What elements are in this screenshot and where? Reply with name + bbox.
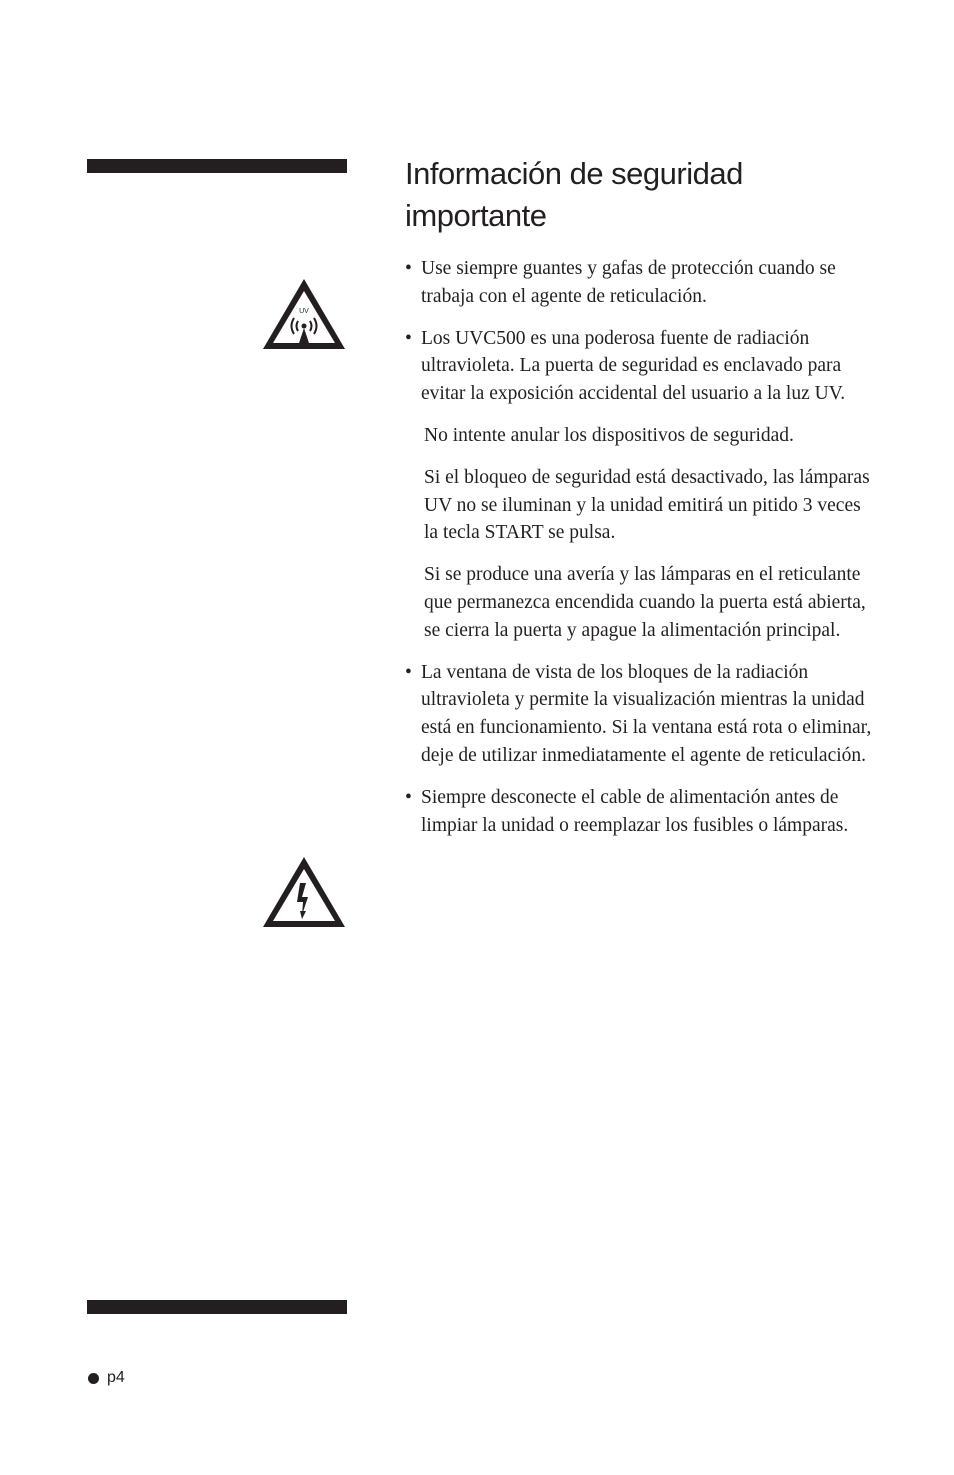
safety-item-disconnect: • Siempre desconecte el cable de alimentación antes de limpiar la unidad o reemplazar los fusibles o lámparas.: [405, 784, 875, 840]
safety-text: [405, 255, 875, 853]
page-number: p4: [107, 1369, 125, 1386]
footer-bullet-icon: [88, 1373, 99, 1384]
safety-note-no-override: No intente anular los dispositivos de seguridad.: [424, 424, 794, 446]
safety-item-uv-source: • Los UVC500 es una poderosa fuente de radiación ultravioleta. La puerta de seguridad es enclavado para evitar la exposición accidental del usuario a la luz UV.: [405, 325, 875, 408]
top-section-rule: [87, 159, 347, 173]
page-title: [405, 153, 885, 237]
uv-label: UV: [299, 308, 309, 315]
page-footer: [88, 1368, 125, 1388]
page-title-line-2: importante: [405, 198, 547, 233]
electrical-hazard-warning-icon: [260, 853, 348, 931]
bottom-section-rule: [87, 1300, 347, 1314]
uv-radiation-warning-icon: [260, 275, 348, 353]
safety-note-interlock: Si el bloqueo de seguridad está desactivado, las lámparas UV no se iluminan y la unidad emitirá un pitido 3 veces la tecla START se pulsa.: [424, 466, 870, 544]
page-title-line-1: Información de seguridad: [405, 156, 743, 191]
safety-item-window: • La ventana de vista de los bloques de la radiación ultravioleta y permite la visualización mientras la unidad está en funcionamiento. Si la ventana está rota o eliminar, deje de utilizar inmediatamente el agente de reticulación.: [405, 659, 875, 770]
safety-item-gloves: • Use siempre guantes y gafas de protección cuando se trabaja con el agente de reticulación.: [405, 255, 875, 311]
safety-note-failure: Si se produce una avería y las lámparas en el reticulante que permanezca encendida cuando la puerta está abierta, se cierra la puerta y apague la alimentación principal.: [424, 564, 866, 641]
